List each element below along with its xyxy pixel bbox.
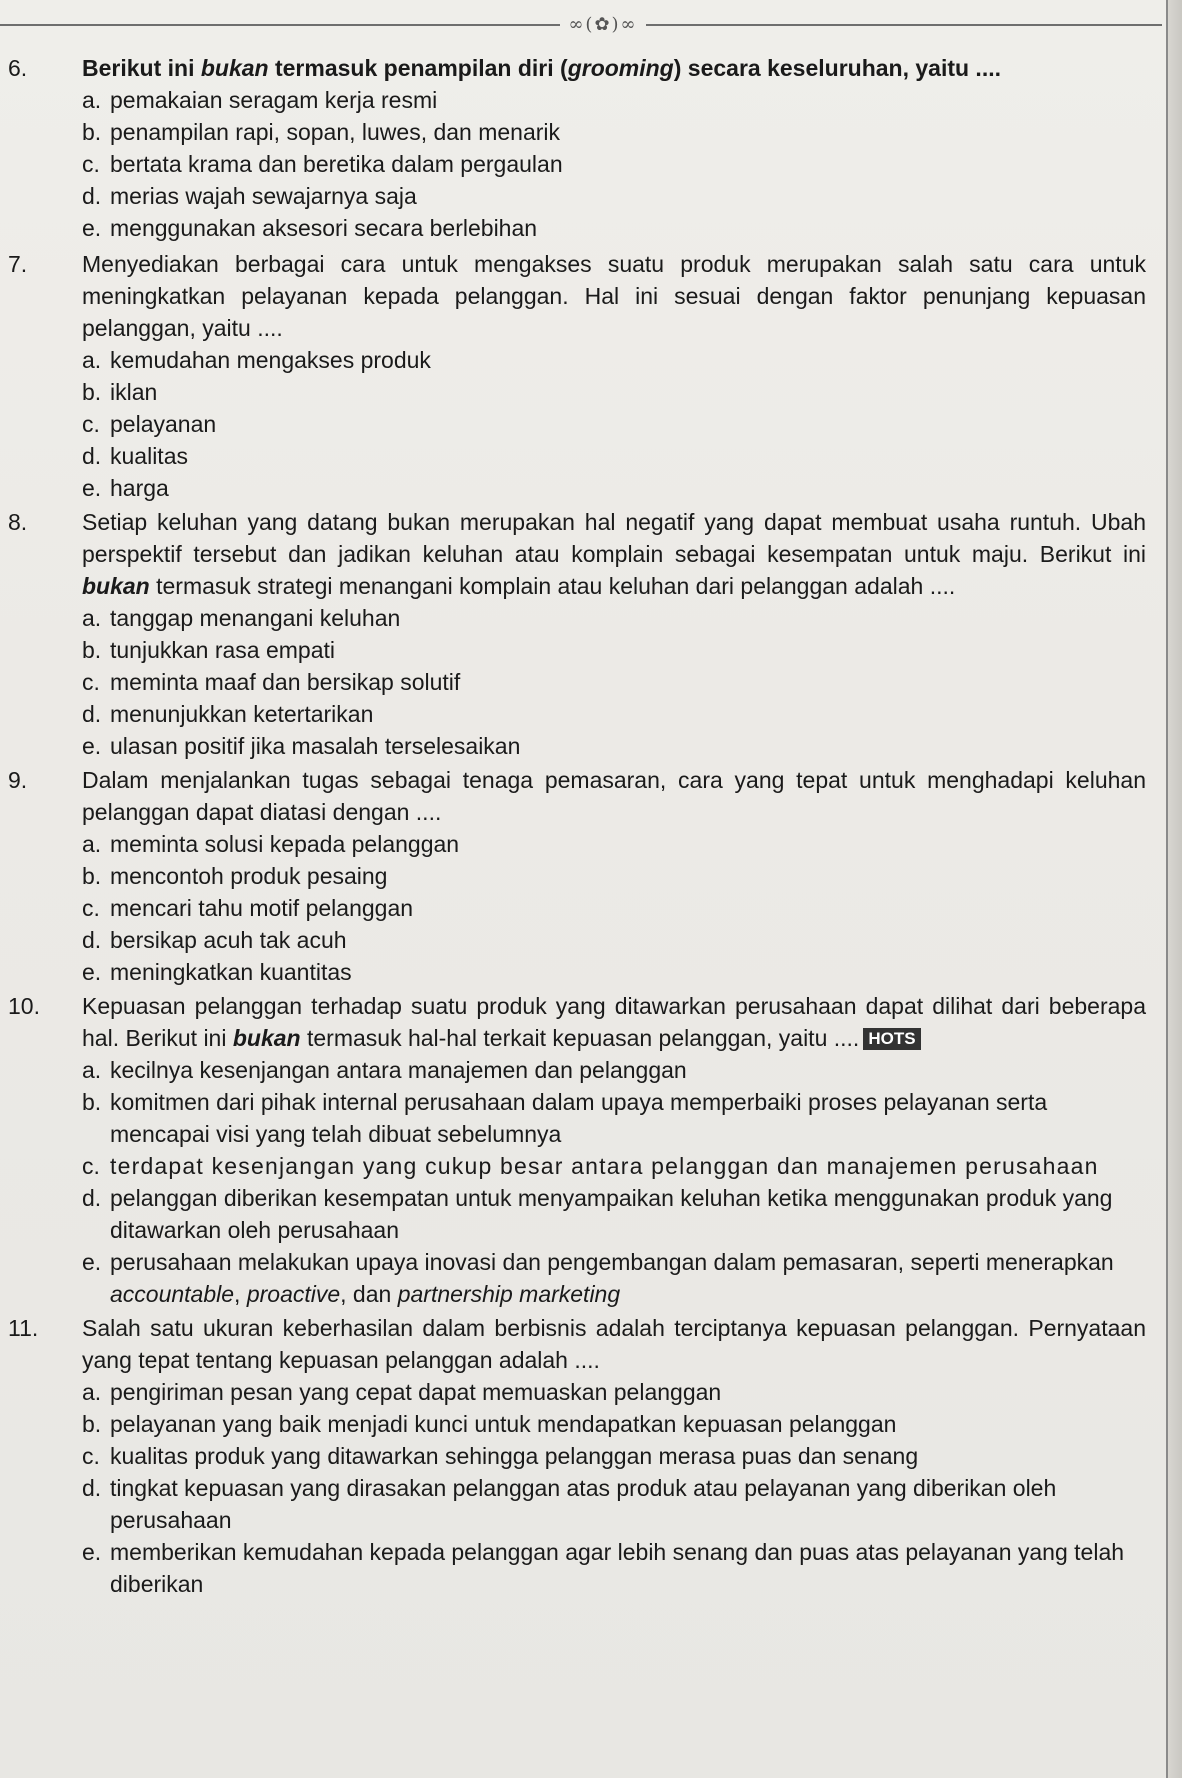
option-e[interactable]	[82, 1536, 1150, 1600]
option-e[interactable]	[82, 1246, 1150, 1310]
hots-badge: HOTS	[863, 1028, 920, 1050]
option-e[interactable]	[82, 730, 1150, 762]
question-number: 7.	[8, 251, 28, 277]
question-number: 11.	[8, 1315, 39, 1341]
option-label: d.	[82, 701, 102, 727]
option-text: penampilan rapi, sopan, luwes, dan menarik	[110, 119, 561, 145]
option-text: menunjukkan ketertarikan	[110, 701, 374, 727]
option-d[interactable]	[82, 698, 1150, 730]
option-b[interactable]	[82, 376, 1150, 408]
option-label: e.	[82, 733, 102, 759]
book-binding-edge	[1166, 0, 1182, 1778]
emphasis-text: bukan	[82, 573, 150, 599]
option-d[interactable]	[82, 440, 1150, 472]
option-text: merias wajah sewajarnya saja	[110, 183, 417, 209]
option-text-part: , dan	[340, 1281, 398, 1307]
options-list	[82, 1054, 1150, 1310]
option-label: e.	[82, 215, 102, 241]
italic-term: proactive	[246, 1281, 341, 1307]
question-text	[82, 52, 1146, 84]
option-label: a.	[82, 1057, 102, 1083]
options-list	[82, 84, 1150, 244]
option-text: pelanggan diberikan kesempatan untuk menyampaikan keluhan ketika menggunakan produk yang ditawarkan oleh perusahaan	[110, 1185, 1113, 1243]
question-6	[0, 52, 1150, 244]
option-label: a.	[82, 1379, 102, 1405]
option-text: pemakaian seragam kerja resmi	[110, 87, 438, 113]
option-label: b.	[82, 1411, 102, 1437]
option-a[interactable]	[82, 1376, 1150, 1408]
option-c[interactable]	[82, 666, 1150, 698]
question-text-part: Kepuasan pelanggan terhadap suatu produk yang ditawarkan perusahaan dapat dilihat dari beberapa hal. Berikut ini	[82, 993, 1146, 1051]
option-b[interactable]	[82, 116, 1150, 148]
option-e[interactable]	[82, 212, 1150, 244]
question-text-part: Berikut ini	[82, 55, 201, 81]
emphasis-text: grooming	[567, 55, 674, 81]
italic-term: accountable	[110, 1281, 235, 1307]
option-label: e.	[82, 1539, 102, 1565]
option-label: d.	[82, 1185, 102, 1211]
options-list	[82, 344, 1150, 504]
option-e[interactable]	[82, 472, 1150, 504]
question-7	[0, 248, 1150, 504]
option-label: c.	[82, 895, 100, 921]
option-text: kemudahan mengakses produk	[110, 347, 431, 373]
question-9	[0, 764, 1150, 988]
question-text: Menyediakan berbagai cara untuk mengakses suatu produk merupakan salah satu cara untuk meningkatkan pelayanan kepada pelanggan. Hal ini sesuai dengan faktor penunjang kepuasan pelanggan, yaitu ....	[82, 251, 1146, 341]
question-number: 10.	[8, 993, 40, 1019]
option-text: pelayanan yang baik menjadi kunci untuk mendapatkan kepuasan pelanggan	[110, 1411, 897, 1437]
header-ornament: ∞(✿)∞	[560, 14, 646, 36]
option-text: kecilnya kesenjangan antara manajemen dan pelanggan	[110, 1057, 687, 1083]
option-b[interactable]	[82, 860, 1150, 892]
option-label: a.	[82, 87, 102, 113]
question-number: 6.	[8, 55, 28, 81]
option-text: tunjukkan rasa empati	[110, 637, 336, 663]
question-text-part: termasuk strategi menangani komplain atau keluhan dari pelanggan adalah ....	[149, 573, 956, 599]
option-label: a.	[82, 347, 102, 373]
option-label: a.	[82, 605, 102, 631]
option-text: bersikap acuh tak acuh	[110, 927, 347, 953]
option-label: e.	[82, 959, 102, 985]
option-label: c.	[82, 1443, 100, 1469]
option-label: b.	[82, 637, 102, 663]
option-label: e.	[82, 475, 102, 501]
option-d[interactable]	[82, 180, 1150, 212]
options-list	[82, 828, 1150, 988]
option-text: iklan	[110, 379, 158, 405]
emphasis-text: bukan	[200, 55, 269, 81]
option-text	[110, 1246, 1150, 1310]
question-text-part: termasuk hal-hal terkait kepuasan pelanggan, yaitu ....	[300, 1025, 860, 1051]
question-text: Dalam menjalankan tugas sebagai tenaga pemasaran, cara yang tepat untuk menghadapi keluhan pelanggan dapat diatasi dengan ....	[82, 767, 1146, 825]
option-b[interactable]	[82, 1086, 1150, 1150]
option-label: b.	[82, 1089, 102, 1115]
option-text: tanggap menangani keluhan	[110, 605, 401, 631]
question-list	[0, 52, 1150, 1602]
option-label: b.	[82, 119, 102, 145]
option-c[interactable]	[82, 1150, 1150, 1182]
option-b[interactable]	[82, 1408, 1150, 1440]
question-text-part: Setiap keluhan yang datang bukan merupakan hal negatif yang dapat membuat usaha runtuh. Ubah perspektif tersebut dan jadikan keluhan atau komplain sebagai kesempatan untuk maju. Berikut ini	[82, 509, 1146, 567]
question-text	[82, 990, 1146, 1054]
options-list	[82, 1376, 1150, 1600]
option-a[interactable]	[82, 828, 1150, 860]
option-text: memberikan kemudahan kepada pelanggan agar lebih senang dan puas atas pelayanan yang telah diberikan	[110, 1539, 1125, 1597]
question-number: 9.	[8, 767, 28, 793]
option-d[interactable]	[82, 1472, 1150, 1536]
option-text: bertata krama dan beretika dalam pergaulan	[110, 151, 563, 177]
question-number: 8.	[8, 509, 28, 535]
option-label: b.	[82, 863, 102, 889]
option-text: menggunakan aksesori secara berlebihan	[110, 215, 538, 241]
option-label: d.	[82, 927, 102, 953]
option-label: c.	[82, 669, 100, 695]
option-label: e.	[82, 1249, 102, 1275]
option-label: d.	[82, 1475, 102, 1501]
option-label: a.	[82, 831, 102, 857]
option-a[interactable]	[82, 84, 1150, 116]
option-label: c.	[82, 151, 100, 177]
option-a[interactable]	[82, 602, 1150, 634]
option-text: tingkat kepuasan yang dirasakan pelanggan atas produk atau pelayanan yang diberikan oleh perusahaan	[110, 1475, 1057, 1533]
option-text: ulasan positif jika masalah terselesaikan	[110, 733, 521, 759]
question-11	[0, 1312, 1150, 1600]
option-text: kualitas produk yang ditawarkan sehingga pelanggan merasa puas dan senang	[110, 1443, 919, 1469]
option-text: kualitas	[110, 443, 188, 469]
option-d[interactable]	[82, 1182, 1150, 1246]
option-label: d.	[82, 443, 102, 469]
option-label: b.	[82, 379, 102, 405]
option-text: meningkatkan kuantitas	[110, 959, 352, 985]
option-a[interactable]	[82, 344, 1150, 376]
option-c[interactable]	[82, 892, 1150, 924]
option-text-part: perusahaan melakukan upaya inovasi dan pengembangan dalam pemasaran, seperti menerapkan	[110, 1249, 1114, 1275]
option-e[interactable]	[82, 956, 1150, 988]
italic-term: partnership marketing	[397, 1281, 621, 1307]
option-text: harga	[110, 475, 169, 501]
option-a[interactable]	[82, 1054, 1150, 1086]
option-text: pelayanan	[110, 411, 217, 437]
option-label: d.	[82, 183, 102, 209]
option-label: c.	[82, 411, 100, 437]
emphasis-text: bukan	[232, 1025, 301, 1051]
question-text-part: ) secara keseluruhan, yaitu ....	[673, 55, 1001, 81]
question-10	[0, 990, 1150, 1310]
option-text: terdapat kesenjangan yang cukup besar antara pelanggan dan manajemen perusahaan	[110, 1153, 1099, 1179]
option-text: mencari tahu motif pelanggan	[110, 895, 414, 921]
option-text: pengiriman pesan yang cepat dapat memuaskan pelanggan	[110, 1379, 722, 1405]
option-text: meminta maaf dan bersikap solutif	[110, 669, 461, 695]
option-c[interactable]	[82, 148, 1150, 180]
option-b[interactable]	[82, 634, 1150, 666]
question-text: Salah satu ukuran keberhasilan dalam berbisnis adalah terciptanya kepuasan pelanggan. Pernyataan yang tepat tentang kepuasan pelanggan adalah ....	[82, 1315, 1146, 1373]
option-text: mencontoh produk pesaing	[110, 863, 388, 889]
question-text	[82, 506, 1146, 602]
question-text-part: termasuk penampilan diri (	[268, 55, 568, 81]
option-c[interactable]	[82, 408, 1150, 440]
option-label: c.	[82, 1153, 100, 1179]
option-text: komitmen dari pihak internal perusahaan dalam upaya memperbaiki proses pelayanan serta mencapai visi yang telah dibuat sebelumnya	[110, 1089, 1048, 1147]
question-8	[0, 506, 1150, 762]
option-d[interactable]	[82, 924, 1150, 956]
option-text-part: ,	[234, 1281, 247, 1307]
options-list	[82, 602, 1150, 762]
option-c[interactable]	[82, 1440, 1150, 1472]
option-text: meminta solusi kepada pelanggan	[110, 831, 460, 857]
